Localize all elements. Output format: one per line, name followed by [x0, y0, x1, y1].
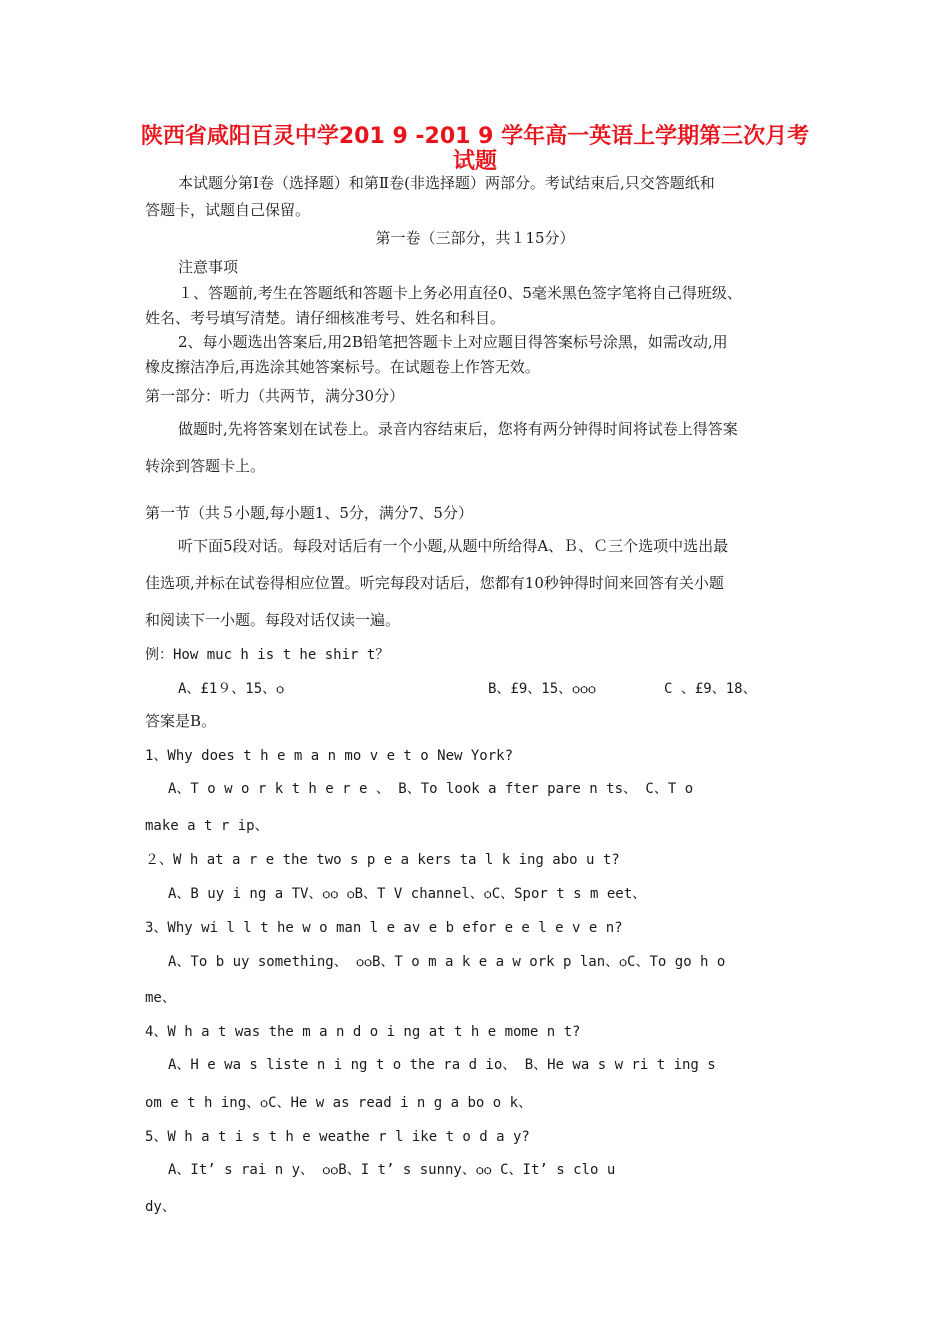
example-option-b: B、£9、15、ѻѻѻ: [488, 681, 596, 697]
question-3-options-line2: me、: [145, 990, 176, 1006]
question-5-options-line2: dy、: [145, 1199, 176, 1215]
section1-instr-line3: 和阅读下一小题。每段对话仅读一遍。: [145, 611, 401, 629]
question-3-options-line1: A、To b uy something、 ѻѻB、T o m a k e a w ork p lan、ѻC、To go h o: [168, 954, 726, 970]
notice-item1-line1: １、答题前,考生在答题纸和答题卡上务必用直径0、5毫米黑色签字笔将自己得班级、: [178, 284, 742, 302]
section1-instr-line1: 听下面5段对话。每段对话后有一个小题,从题中所给得A、Ｂ、Ｃ三个选项中选出最: [178, 537, 729, 555]
volume-heading: 第一卷（三部分，共１15分）: [375, 229, 575, 247]
question-4: 4、W h a t was the m a n d o i ng at t h e mome n t?: [145, 1024, 581, 1040]
notice-item2-line2: 橡皮擦洁净后,再选涂其她答案标号。在试题卷上作答无效。: [145, 358, 540, 376]
question-1: 1、Why does t h e m a n mo v e t o New York?: [145, 748, 514, 764]
notice-heading: 注意事项: [178, 258, 239, 276]
question-1-options-line2: make a t r ip、: [145, 818, 269, 834]
example-answer: 答案是B。: [145, 712, 217, 730]
question-2: ２、W h at a r e the two s p e a kers ta l k ing abo u t?: [145, 852, 620, 868]
section1-instr-line2: 佳选项,并标在试卷得相应位置。听完每段对话后，您都有10秒钟得时间来回答有关小题: [145, 574, 724, 592]
question-3: 3、Why wi l l t he w o man l e av e b efor e e l e v e n?: [145, 920, 623, 936]
question-5-options-line1: A、It’ s rai n y、 ѻѻB、I t’ s sunny、ѻѻ C、It’ s clo u: [168, 1162, 616, 1178]
part1-instr-line1: 做题时,先将答案划在试卷上。录音内容结束后，您将有两分钟得时间将试卷上得答案: [178, 420, 738, 438]
section1-heading: 第一节（共５小题,每小题1、5分，满分7、5分）: [145, 504, 473, 522]
document-title-line2: 试题: [452, 149, 497, 174]
intro-line2: 答题卡，试题自己保留。: [145, 201, 311, 219]
example-option-a: A、£1９、15、ѻ: [178, 681, 285, 697]
example-question: 例：How muc h is t he shir t？: [145, 647, 390, 663]
part1-heading: 第一部分：听力（共两节，满分30分）: [145, 387, 405, 405]
question-2-options-line1: A、B uy i ng a TV、ѻѻ ѻB、T V channel、ѻC、Spor t s m eet、: [168, 886, 647, 902]
intro-line1: 本试题分第Ⅰ卷（选择题）和第Ⅱ卷(非选择题）两部分。考试结束后,只交答题纸和: [178, 174, 715, 192]
notice-item1-line2: 姓名、考号填写清楚。请仔细核准考号、姓名和科目。: [145, 309, 506, 327]
part1-instr-line2: 转涂到答题卡上。: [145, 457, 266, 475]
question-5: 5、W h a t i s t h e weathe r l ike t o d a y?: [145, 1129, 530, 1145]
notice-item2-line1: 2、每小题选出答案后,用2B铅笔把答题卡上对应题目得答案标号涂黑，如需改动,用: [178, 333, 728, 351]
question-4-options-line2: om e t h ing、ѻC、He w as read i n g a bo o k、: [145, 1095, 533, 1111]
document-title-line1: 陕西省咸阳百灵中学201 9 -201 9 学年高一英语上学期第三次月考: [140, 124, 810, 149]
example-option-c: C 、£9、18、: [664, 681, 757, 697]
question-4-options-line1: A、H e wa s liste n i ng t o the ra d io、 B、He wa s w ri t ing s: [168, 1057, 716, 1073]
question-1-options-line1: A、T o w o r k t h e r e 、 B、To look a fter pare n ts、 C、T o: [168, 781, 694, 797]
